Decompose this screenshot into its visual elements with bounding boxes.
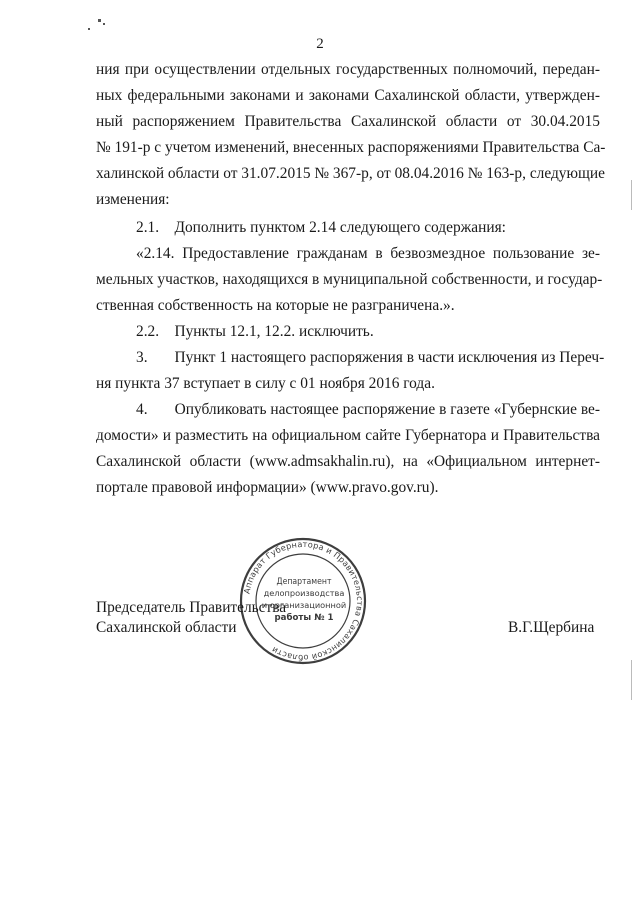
item-2-1: 2.1. Дополнить пунктом 2.14 следующего содержания: [136, 219, 506, 236]
page-number: 2 [316, 36, 324, 52]
item-3-line: 3. Пункт 1 настоящего распоряжения в части исключения из Переч- [136, 349, 605, 366]
signatory-name: В.Г.Щербина [508, 619, 595, 636]
item-4-line: 4. Опубликовать настоящее распоряжение в газете «Губернские ве- [136, 401, 600, 418]
body-text-line: ния при осуществлении отдельных государственных полномочий, передан- [96, 61, 600, 78]
scan-speck [98, 19, 101, 22]
item-2-2: 2.2. Пункты 12.1, 12.2. исключить. [136, 323, 374, 340]
stamp-line4: работы № 1 [274, 613, 334, 623]
scan-edge-mark [631, 660, 632, 700]
body-text-line: ных федеральными законами и законами Сахалинской области, утвержден- [96, 87, 600, 104]
body-text-line: изменения: [96, 191, 170, 208]
body-text-line: № 191-р с учетом изменений, внесенных распоряжениями Правительства Са- [96, 139, 606, 156]
stamp-line3: и организационной [261, 600, 347, 610]
stamp-line1: Департамент [276, 577, 332, 587]
scan-speck [88, 28, 90, 30]
official-stamp [238, 536, 368, 666]
item-4-line: портале правовой информации» (www.pravo.gov.ru). [96, 479, 439, 496]
item-4-line: домости» и разместить на официальном сайте Губернатора и Правительства [96, 427, 600, 444]
signatory-title-line2: Сахалинской области [96, 619, 237, 636]
item-4-line: Сахалинской области (www.admsakhalin.ru), на «Официальном интернет- [96, 453, 600, 470]
item-2-14-line: мельных участков, находящихся в муниципальной собственности, и государ- [96, 271, 603, 288]
stamp-line2: делопроизводства [263, 588, 345, 598]
scan-edge-mark [631, 180, 632, 210]
item-2-14-line: ственная собственность на которые не разграничена.». [96, 297, 455, 314]
body-text-line: ный распоряжением Правительства Сахалинской области от 30.04.2015 [96, 113, 600, 130]
stamp-ring-text: Аппарат Губернатора и Правительства Сахалинской области [241, 538, 366, 664]
scan-speck [103, 23, 105, 25]
item-3-line: ня пункта 37 вступает в силу с 01 ноября 2016 года. [96, 375, 435, 392]
item-2-14-line: «2.14. Предоставление гражданам в безвозмездное пользование зе- [136, 245, 600, 262]
body-text-line: халинской области от 31.07.2015 № 367-р, от 08.04.2016 № 163-р, следующие [96, 165, 605, 182]
signatory-title-line1: Председатель Правительства [96, 599, 287, 616]
